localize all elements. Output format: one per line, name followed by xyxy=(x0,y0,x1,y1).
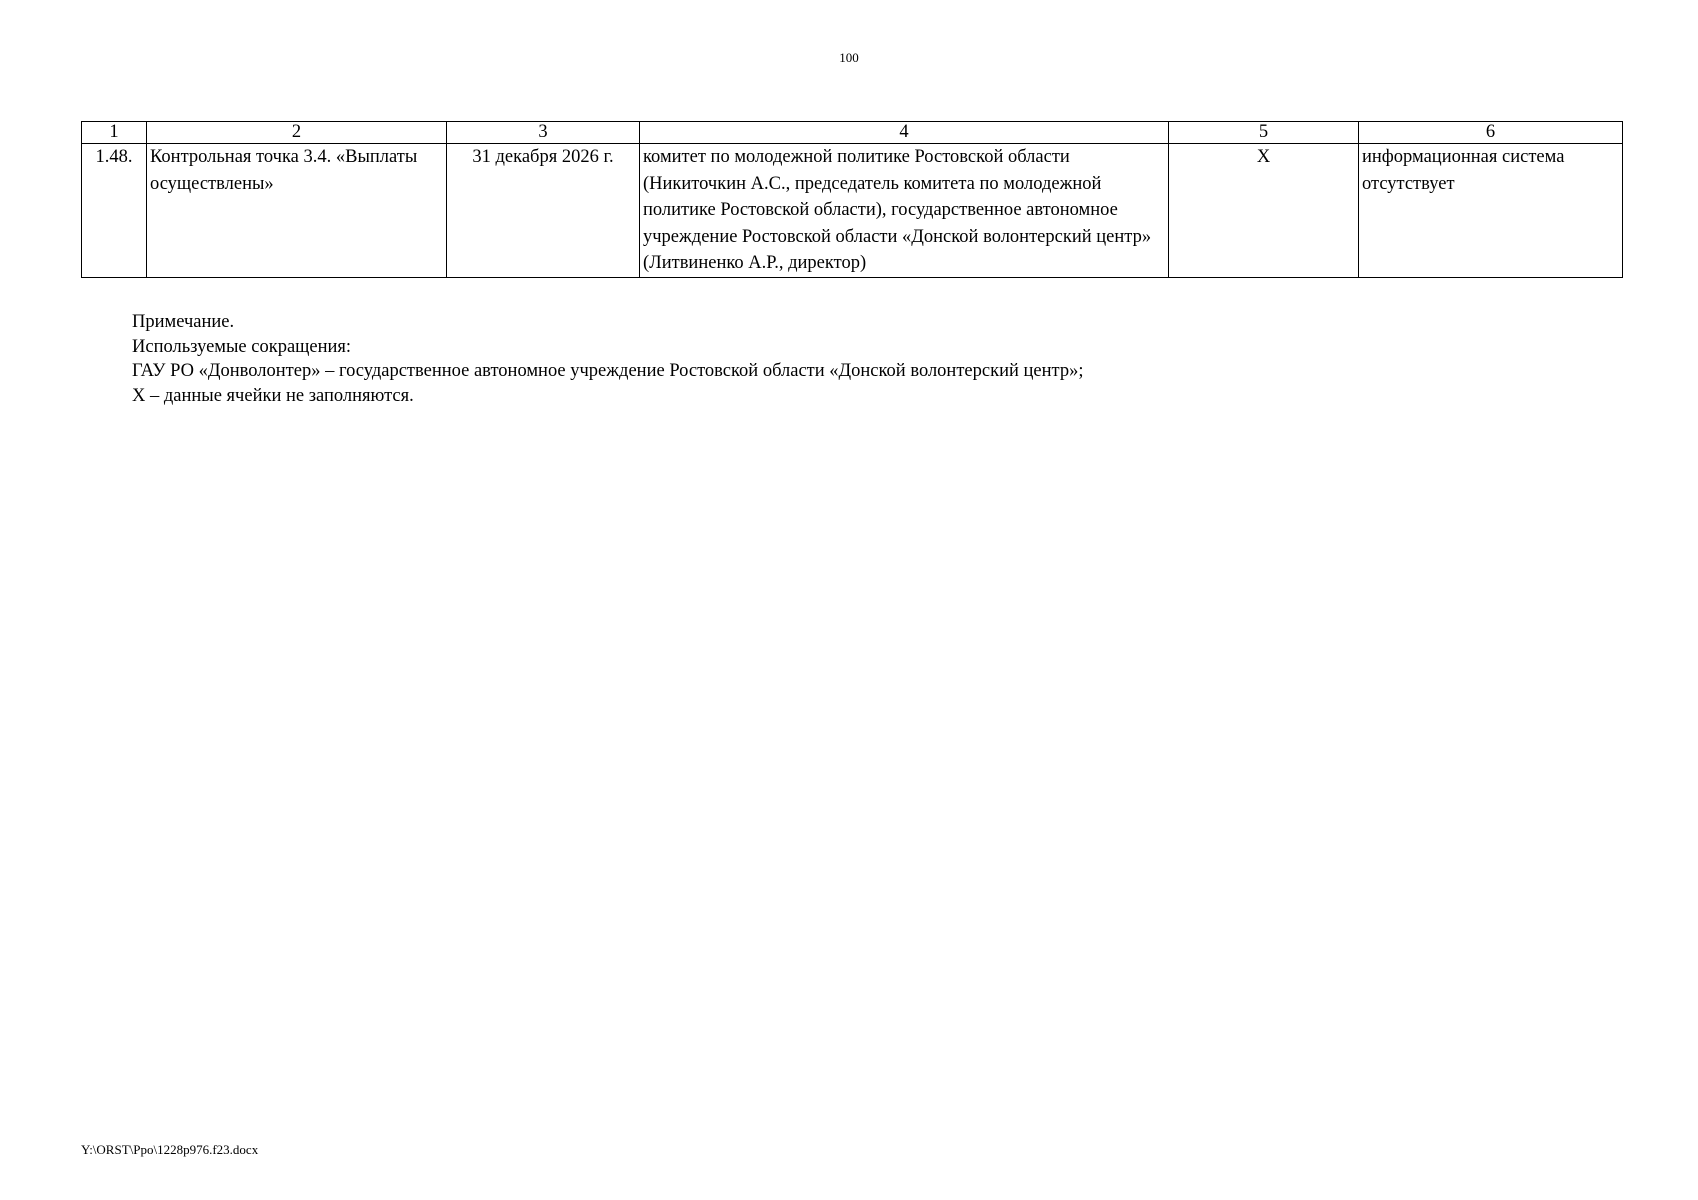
column-header: 6 xyxy=(1359,122,1623,144)
column-header: 1 xyxy=(82,122,147,144)
note-line: ГАУ РО «Донволонтер» – государственное автономное учреждение Ростовской области «Донской волонтерский центр»; xyxy=(132,361,1084,381)
footer-file-path: Y:\ORST\Ppo\1228p976.f23.docx xyxy=(81,1142,259,1157)
information-system-cell: информационная система отсутствует xyxy=(1359,144,1623,278)
column-header: 4 xyxy=(640,122,1169,144)
note-line: X – данные ячейки не заполняются. xyxy=(132,385,414,406)
page-number: 100 xyxy=(839,50,859,65)
column-header: 2 xyxy=(147,122,447,144)
table-header-row xyxy=(82,122,1623,144)
column-header: 3 xyxy=(447,122,640,144)
responsible-cell: комитет по молодежной политике Ростовской области (Никиточкин А.С., председатель комитета по молодежной политике Ростовской области), государственное автономное учреждение Ростовской области «Донской волонтерский центр» (Литвиненко А.Р., директор) xyxy=(640,144,1169,278)
control-points-table xyxy=(81,121,1623,278)
deadline-cell: 31 декабря 2026 г. xyxy=(447,144,640,278)
note-subtitle: Используемые сокращения: xyxy=(132,336,352,357)
control-point-name-cell: Контрольная точка 3.4. «Выплаты осуществлены» xyxy=(147,144,447,278)
note-section xyxy=(132,310,1083,408)
table-row xyxy=(82,144,1623,278)
row-number-cell: 1.48. xyxy=(82,144,147,278)
column-5-cell: X xyxy=(1169,144,1359,278)
note-title: Примечание. xyxy=(132,312,235,332)
column-header: 5 xyxy=(1169,122,1359,144)
